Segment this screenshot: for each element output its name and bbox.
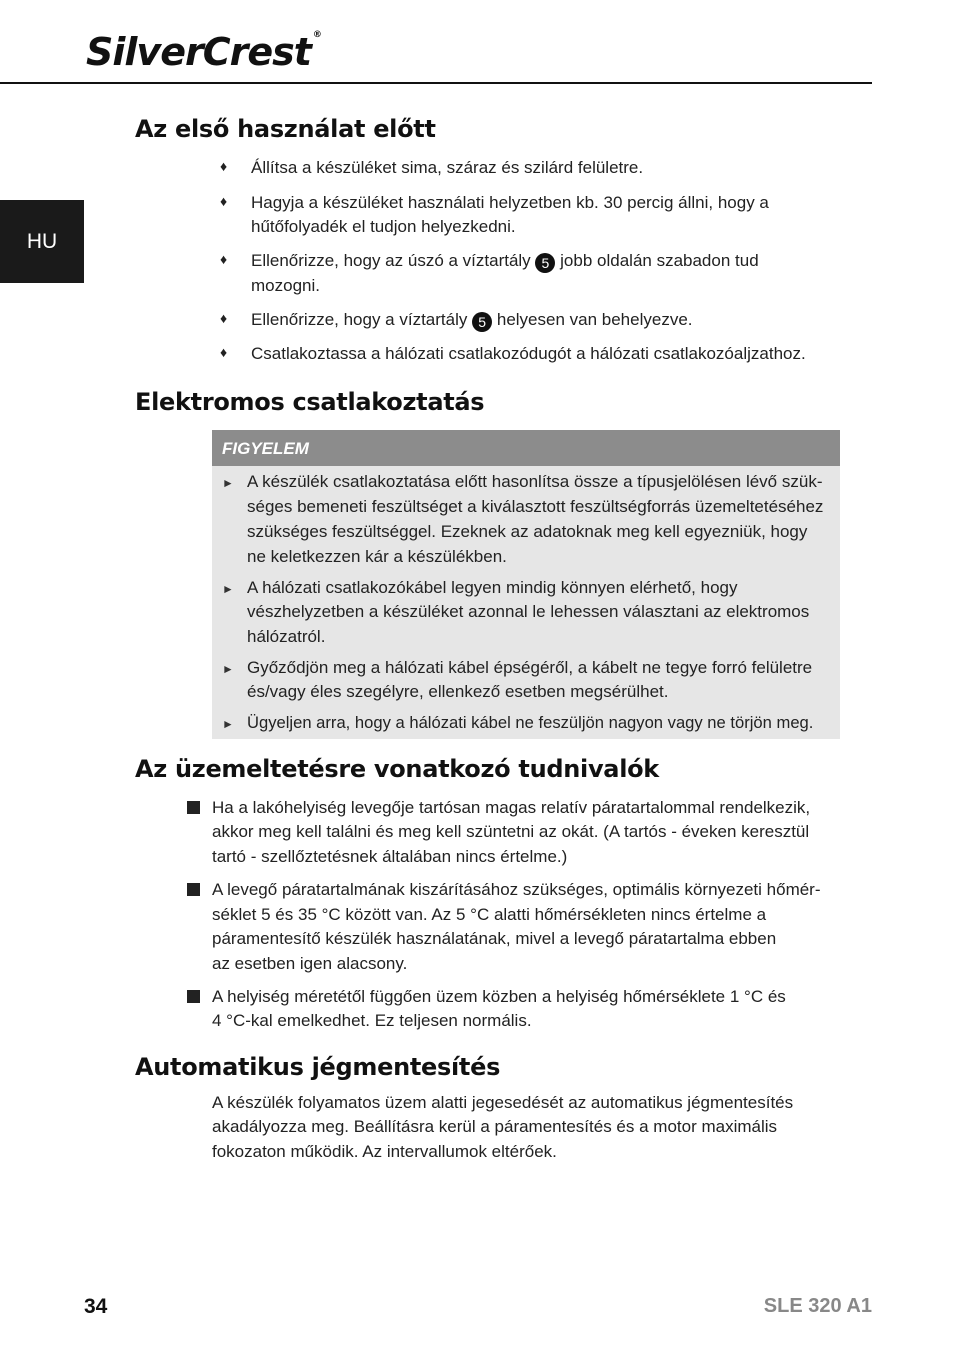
diamond-bullet-icon: ♦ <box>220 251 228 267</box>
paragraph-line: séklet 5 és 35 °C között van. Az 5 °C alatti hőmérsékleten nincs értelme a <box>212 905 767 924</box>
list-item: Ellenőrizze, hogy az úszó a víztartály 5 jobb oldalán szabadon tud <box>251 251 759 271</box>
diamond-bullet-icon: ♦ <box>220 158 228 174</box>
page-number: 34 <box>84 1295 108 1318</box>
square-bullet-icon <box>187 990 200 1003</box>
paragraph-line: az esetben igen alacsony. <box>212 954 408 973</box>
section-title-defrost: Automatikus jégmentesítés <box>135 1053 501 1081</box>
paragraph-line: 4 °C-kal emelkedhet. Ez teljesen normális. <box>212 1011 532 1030</box>
paragraph-line: A helyiség méretétől függően üzem közben a helyiség hőmérséklete 1 °C és <box>212 987 786 1006</box>
paragraph-line: páramentesítő készülék használatának, mivel a levegő páratartalma ebben <box>212 929 777 948</box>
warning-header: FIGYELEM <box>212 430 840 466</box>
list-item: hűtőfolyadék el tudjon helyezkedni. <box>251 217 516 236</box>
warning-line: vészhelyzetben a készüléket azonnal le lehessen választani az elektromos <box>247 602 810 621</box>
arrow-bullet-icon: ► <box>222 476 234 490</box>
model-number: SLE 320 A1 <box>763 1295 872 1317</box>
list-item: Csatlakoztassa a hálózati csatlakozódugót a hálózati csatlakozóaljzathoz. <box>251 344 806 363</box>
diamond-bullet-icon: ♦ <box>220 344 228 360</box>
reference-number-icon: 5 <box>535 253 555 273</box>
warning-line: Ügyeljen arra, hogy a hálózati kábel ne feszüljön nagyon vagy ne törjön meg. <box>247 713 814 732</box>
brand-logo: SilverCrest ® <box>86 30 321 74</box>
warning-line: és/vagy éles szegélyre, ellenkező esetben megsérülhet. <box>247 682 669 701</box>
paragraph-line: akkor meg kell találni és meg kell szüntetni az okát. (A tartós - éveken keresztül <box>212 822 810 841</box>
warning-line: A készülék csatlakoztatása előtt hasonlítsa össze a típusjelölésen lévő szük- <box>247 472 823 491</box>
section-title-electrical: Elektromos csatlakoztatás <box>135 388 485 416</box>
warning-line: ne keletkezzen kár a készülékben. <box>247 547 507 566</box>
arrow-bullet-icon: ► <box>222 717 234 731</box>
diamond-bullet-icon: ♦ <box>220 310 228 326</box>
arrow-bullet-icon: ► <box>222 662 234 676</box>
diamond-bullet-icon: ♦ <box>220 193 228 209</box>
warning-box <box>212 430 840 739</box>
header-rule <box>0 82 872 84</box>
list-item: Ellenőrizze, hogy a víztartály 5 helyesen van behelyezve. <box>251 310 693 330</box>
paragraph-line: A készülék folyamatos üzem alatti jegesedését az automatikus jégmentesítés <box>212 1093 794 1112</box>
arrow-bullet-icon: ► <box>222 582 234 596</box>
paragraph-line: fokozaton működik. Az intervallumok eltérőek. <box>212 1142 557 1161</box>
warning-line: A hálózati csatlakozókábel legyen mindig könnyen elérhető, hogy <box>247 578 738 597</box>
section-title-first-use: Az első használat előtt <box>135 115 436 143</box>
paragraph-line: Ha a lakóhelyiség levegője tartósan magas relatív páratartalommal rendelkezik, <box>212 798 811 817</box>
warning-line: hálózatról. <box>247 627 326 646</box>
square-bullet-icon <box>187 801 200 814</box>
square-bullet-icon <box>187 883 200 896</box>
paragraph-line: akadályozza meg. Beállításra kerül a páramentesítés és a motor maximális <box>212 1117 778 1136</box>
reference-number-icon: 5 <box>472 312 492 332</box>
paragraph-line: A levegő páratartalmának kiszárításához szükséges, optimális környezeti hőmér- <box>212 880 821 899</box>
section-title-operation: Az üzemeltetésre vonatkozó tudnivalók <box>135 755 659 783</box>
warning-line: szükséges feszültséggel. Ezeknek az adatoknak meg kell egyezniük, hogy <box>247 522 808 541</box>
language-tab: HU <box>0 200 84 283</box>
list-item: Hagyja a készüléket használati helyzetben kb. 30 percig állni, hogy a <box>251 193 769 212</box>
warning-line: Győződjön meg a hálózati kábel épségéről, a kábelt ne tegye forró felületre <box>247 658 813 677</box>
warning-line: séges bemeneti feszültséget a kiválasztott feszültségforrás üzemeltetéséhez <box>247 497 824 516</box>
list-item: Állítsa a készüléket sima, száraz és szilárd felületre. <box>251 158 644 177</box>
paragraph-line: tartó - szellőztetésnek általában nincs értelme.) <box>212 847 568 866</box>
list-item: mozogni. <box>251 276 320 295</box>
